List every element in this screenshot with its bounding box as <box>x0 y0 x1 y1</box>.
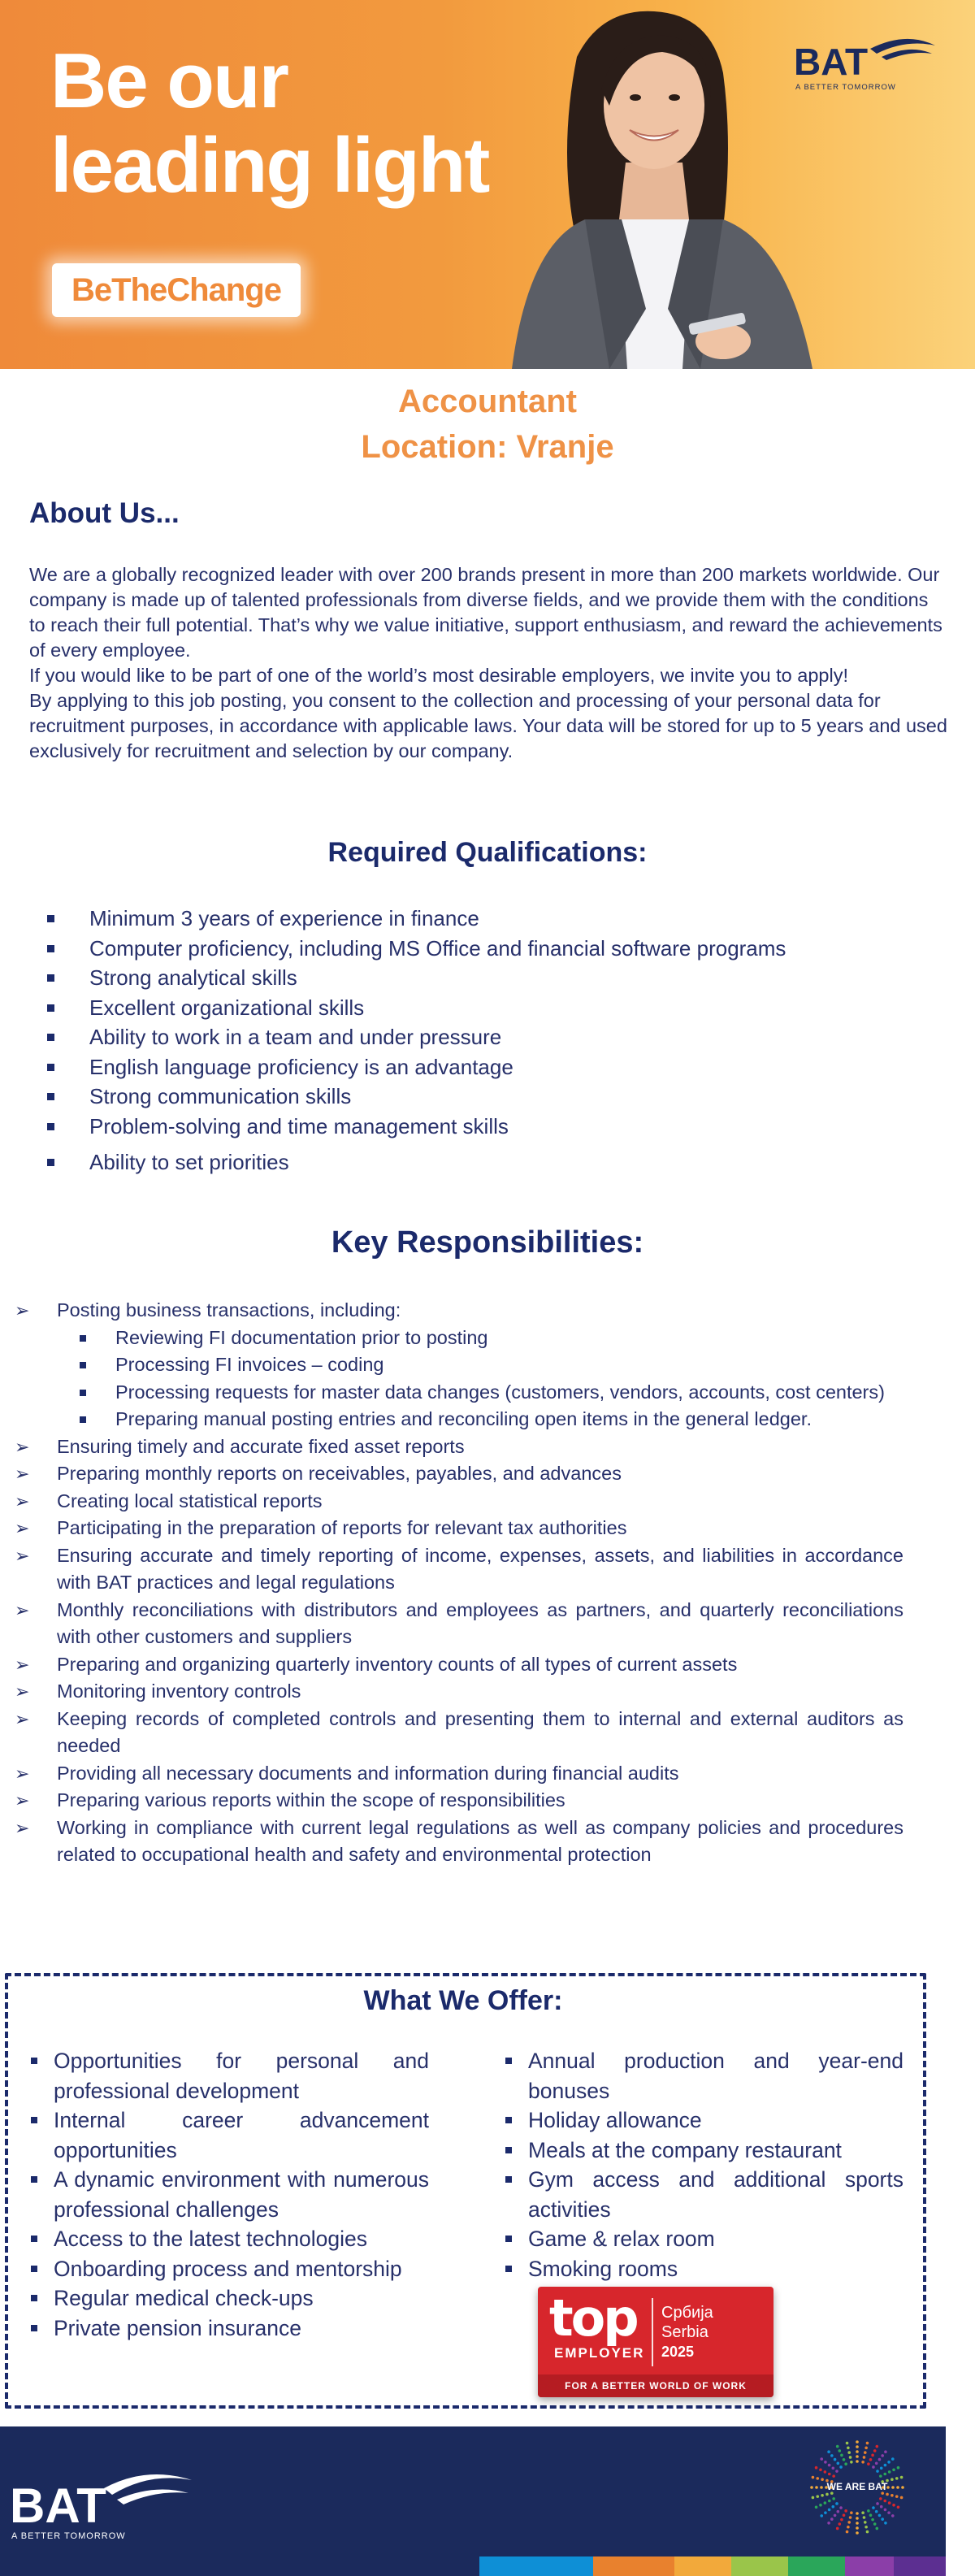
square-bullet-icon <box>80 1335 86 1342</box>
hero-headline-line1: Be our <box>50 37 288 124</box>
bat-logo-top-tagline: A BETTER TOMORROW <box>795 83 896 92</box>
about-paragraph: We are a globally recognized leader with over 200 brands present in more than 200 markets worldwide. Our company is made up of talented professionals from diverse fields, and we provide them with the conditions to reach their full potential. That’s why we value initiative, support enthusiasm, and reward the achievements of every employee. <box>29 564 942 661</box>
list-item-text: Private pension insurance <box>54 2315 301 2340</box>
square-bullet-icon <box>47 945 54 952</box>
square-bullet-icon <box>505 2176 512 2183</box>
square-bullet-icon <box>47 1093 54 1100</box>
list-item <box>15 1297 904 1433</box>
list-item-text: Monitoring inventory controls <box>57 1680 301 1702</box>
list-item <box>31 2105 429 2165</box>
arrow-bullet-icon: ➢ <box>15 1300 30 1321</box>
square-bullet-icon <box>31 2325 37 2331</box>
list-item <box>505 2224 904 2254</box>
offer-heading: What We Offer: <box>363 1985 563 2016</box>
list-item-text: Working in compliance with current legal regulations as well as company policies and procedures related to occupational health and safety and environmental protection <box>57 1816 904 1865</box>
list-item-text: Participating in the preparation of reports for relevant tax authorities <box>57 1517 627 1538</box>
square-bullet-icon <box>47 1159 54 1166</box>
top-employer-label: EMPLOYER <box>554 2345 645 2361</box>
list-item <box>47 1147 941 1177</box>
top-employer-country-cyrillic: Србија <box>661 2304 713 2322</box>
list-item-text: Regular medical check-ups <box>54 2286 314 2310</box>
top-employer-year: 2025 <box>661 2344 695 2360</box>
list-item-text: Keeping records of completed controls and presenting them to internal and external auditors as needed <box>57 1707 904 1756</box>
list-item <box>31 2283 429 2314</box>
job-heading <box>0 379 975 470</box>
square-bullet-icon <box>31 2295 37 2301</box>
list-item <box>505 2254 904 2284</box>
top-employer-strip: FOR A BETTER WORLD OF WORK <box>538 2374 774 2397</box>
list-item-text: Strong analytical skills <box>89 965 297 990</box>
list-item <box>47 1112 941 1142</box>
list-item <box>31 2314 429 2344</box>
job-title: Accountant <box>398 384 577 419</box>
qualifications-heading: Required Qualifications: <box>327 837 648 868</box>
list-item-text: Ensuring accurate and timely reporting of income, expenses, assets, and liabilities in accordance with BAT practices and legal regulations <box>57 1544 904 1593</box>
list-item <box>47 963 941 993</box>
sub-list-item-text: Reviewing FI documentation prior to posting <box>115 1326 488 1348</box>
list-item-text: Ensuring timely and accurate fixed asset reports <box>57 1435 465 1457</box>
square-bullet-icon <box>31 2266 37 2272</box>
arrow-bullet-icon: ➢ <box>15 1545 30 1566</box>
sub-list-item-text: Preparing manual posting entries and reconciling open items in the general ledger. <box>115 1408 812 1429</box>
sub-list-item <box>80 1351 904 1379</box>
list-item <box>31 2165 429 2224</box>
list-item <box>15 1460 904 1488</box>
list-item <box>15 1542 904 1597</box>
list-item <box>505 2136 904 2166</box>
sub-list-item-text: Processing requests for master data changes (customers, vendors, accounts, cost centers) <box>115 1381 885 1403</box>
arrow-bullet-icon: ➢ <box>15 1790 30 1811</box>
list-item-text: Problem-solving and time management skills <box>89 1113 509 1138</box>
list-item <box>15 1433 904 1461</box>
square-bullet-icon <box>80 1390 86 1396</box>
arrow-bullet-icon: ➢ <box>15 1654 30 1675</box>
top-employer-top-text: top <box>549 2288 637 2348</box>
top-employer-divider <box>652 2298 653 2366</box>
bat-logo-top-text: BAT <box>794 41 869 83</box>
square-bullet-icon <box>47 1004 54 1012</box>
bat-logo-bottom-text: BAT <box>10 2478 106 2533</box>
list-item-text: Ability to work in a team and under pressure <box>89 1025 502 1049</box>
list-item-text: Computer proficiency, including MS Office and financial software programs <box>89 935 786 961</box>
list-item-text: Strong communication skills <box>89 1084 352 1108</box>
square-bullet-icon <box>47 1034 54 1041</box>
list-item-text: Access to the latest technologies <box>54 2227 367 2251</box>
bat-logo-top <box>792 33 938 98</box>
arrow-bullet-icon: ➢ <box>15 1708 30 1729</box>
list-item-text: Internal career advancement opportunities <box>54 2108 429 2162</box>
about-paragraph: If you would like to be part of one of the world’s most desirable employers, we invite you to apply! <box>29 665 848 686</box>
sub-list-item <box>80 1379 904 1407</box>
hero-woman-photo <box>479 0 829 369</box>
square-bullet-icon <box>505 2236 512 2242</box>
sub-list-item-text: Processing FI invoices – coding <box>115 1354 384 1375</box>
list-item-text: Opportunities for personal and professional development <box>54 2049 429 2103</box>
list-item <box>31 2046 429 2105</box>
top-employer-country-latin: Serbia <box>661 2323 708 2341</box>
list-item-text: Annual production and year-end bonuses <box>528 2049 904 2103</box>
list-item <box>15 1651 904 1679</box>
square-bullet-icon <box>80 1362 86 1368</box>
list-item <box>15 1515 904 1542</box>
arrow-bullet-icon: ➢ <box>15 1464 30 1484</box>
list-item-text: Preparing various reports within the scope of responsibilities <box>57 1789 566 1811</box>
list-item-text: Smoking rooms <box>528 2256 678 2281</box>
top-employer-country <box>661 2303 713 2342</box>
list-item <box>505 2165 904 2224</box>
about-heading: About Us... <box>29 497 180 529</box>
square-bullet-icon <box>31 2176 37 2183</box>
list-item-text: A dynamic environment with numerous professional challenges <box>54 2167 429 2222</box>
list-item <box>505 2046 904 2105</box>
list-item-text: Preparing and organizing quarterly inventory counts of all types of current assets <box>57 1653 738 1675</box>
list-item-text: Gym access and additional sports activities <box>528 2167 904 2222</box>
qualifications-list <box>47 904 941 1177</box>
list-item <box>15 1815 904 1869</box>
list-item <box>15 1488 904 1516</box>
top-employer-badge <box>538 2287 774 2397</box>
square-bullet-icon <box>47 915 54 922</box>
list-item-text: Monthly reconciliations with distributors and employees as partners, and quarterly reconciliations with other customers and suppliers <box>57 1598 904 1647</box>
about-paragraph: By applying to this job posting, you consent to the collection and processing of your personal data for recruitment purposes, in accordance with applicable laws. Your data will be stored for up to 5 years and used exclusively for recruitment and selection by our company. <box>29 690 947 761</box>
arrow-bullet-icon: ➢ <box>15 1681 30 1702</box>
list-item <box>15 1706 904 1760</box>
responsibilities-heading: Key Responsibilities: <box>331 1225 644 1260</box>
square-bullet-icon <box>80 1416 86 1423</box>
arrow-bullet-icon: ➢ <box>15 1518 30 1538</box>
square-bullet-icon <box>31 2117 37 2123</box>
arrow-bullet-icon: ➢ <box>15 1817 30 1838</box>
square-bullet-icon <box>505 2117 512 2123</box>
responsibilities-list <box>15 1297 904 1869</box>
square-bullet-icon <box>505 2147 512 2153</box>
list-item-text: Minimum 3 years of experience in finance <box>89 906 479 930</box>
square-bullet-icon <box>31 2058 37 2064</box>
list-item <box>15 1787 904 1815</box>
arrow-bullet-icon: ➢ <box>15 1599 30 1620</box>
bat-logo-bottom <box>8 2464 195 2542</box>
list-item-text: Onboarding process and mentorship <box>54 2256 402 2281</box>
list-item <box>47 1022 941 1052</box>
hero-headline-line2: leading light <box>50 122 489 209</box>
offer-list-right <box>505 2046 904 2283</box>
we-are-bat-text: WE ARE BAT <box>826 2481 888 2492</box>
square-bullet-icon <box>47 1123 54 1130</box>
list-item-text: Game & relax room <box>528 2227 715 2251</box>
we-are-bat-emblem <box>809 2439 905 2535</box>
list-item-text: Meals at the company restaurant <box>528 2137 842 2162</box>
be-the-change-badge: BeTheChange <box>52 263 301 317</box>
hero-banner <box>0 0 975 369</box>
list-item <box>47 1082 941 1112</box>
list-item-text: Providing all necessary documents and information during financial audits <box>57 1762 679 1784</box>
square-bullet-icon <box>31 2236 37 2242</box>
square-bullet-icon <box>47 974 54 982</box>
list-item <box>47 993 941 1023</box>
arrow-bullet-icon: ➢ <box>15 1763 30 1784</box>
list-item <box>31 2254 429 2284</box>
arrow-bullet-icon: ➢ <box>15 1436 30 1457</box>
arrow-bullet-icon: ➢ <box>15 1490 30 1511</box>
list-item <box>505 2105 904 2136</box>
list-item-text: English language proficiency is an advantage <box>89 1054 514 1079</box>
list-item-text: Holiday allowance <box>528 2108 702 2132</box>
square-bullet-icon <box>47 1064 54 1071</box>
responsibilities-sublist <box>80 1325 904 1433</box>
job-location: Location: Vranje <box>361 429 614 465</box>
list-item <box>31 2224 429 2254</box>
sub-list-item <box>80 1406 904 1433</box>
list-item <box>15 1760 904 1788</box>
square-bullet-icon <box>505 2058 512 2064</box>
square-bullet-icon <box>505 2266 512 2272</box>
footer-color-bar <box>0 2556 946 2576</box>
list-item <box>15 1678 904 1706</box>
list-item <box>47 904 941 934</box>
list-item-text: Ability to set priorities <box>89 1150 289 1174</box>
offer-list-left <box>31 2046 429 2343</box>
list-item-text: Preparing monthly reports on receivables, payables, and advances <box>57 1463 622 1484</box>
about-text <box>29 562 947 764</box>
bat-logo-bottom-tagline: A BETTER TOMORROW <box>11 2531 126 2541</box>
list-item <box>47 1052 941 1082</box>
list-item-text: Creating local statistical reports <box>57 1490 323 1511</box>
list-item <box>15 1597 904 1651</box>
list-item-text: Excellent organizational skills <box>89 995 365 1020</box>
sub-list-item <box>80 1325 904 1352</box>
list-item <box>47 934 941 964</box>
list-item-text: Posting business transactions, including: <box>57 1299 401 1321</box>
